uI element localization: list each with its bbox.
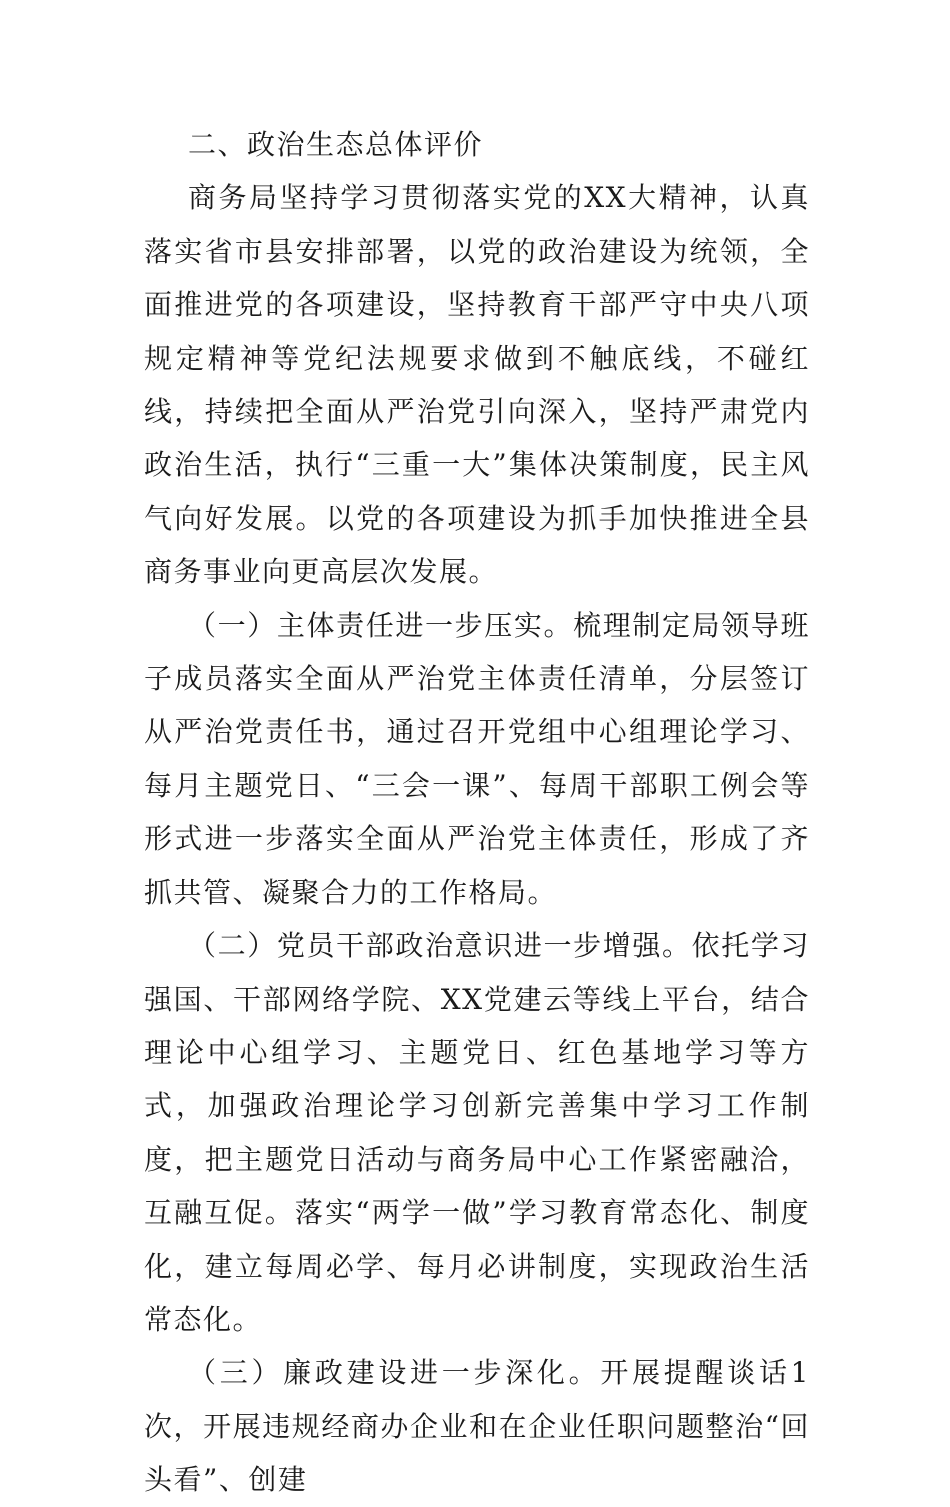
paragraph-responsibility: （一）主体责任进一步压实。梳理制定局领导班子成员落实全面从严治党主体责任清单，分层签订从严治党责任书，通过召开党组中心组理论学习、每月主题党日、“三会一课”、每周干部职工例会等形式进一步落实全面从严治党主体责任，形成了齐抓共管、凝聚合力的工作格局。 [144,608,810,909]
document-body [144,118,810,1507]
paragraph-overview: 商务局坚持学习贯彻落实党的XX大精神，认真落实省市县安排部署，以党的政治建设为统领，全面推进党的各项建设，坚持教育干部严守中央八项规定精神等党纪法规要求做到不触底线，不碰红线，持续把全面从严治党引向深入，坚持严肃党内政治生活，执行“三重一大”集体决策制度，民主风气向好发展。以党的各项建设为抓手加快推进全县商务事业向更高层次发展。 [144,181,810,589]
paragraph-clean-governance: （三）廉政建设进一步深化。开展提醒谈话1次，开展违规经商办企业和在企业任职问题整治“回头看”、创建 [144,1356,810,1497]
section-heading: 二、政治生态总体评价 [188,128,484,161]
paragraph-political-awareness: （二）党员干部政治意识进一步增强。依托学习强国、干部网络学院、XX党建云等线上平台，结合理论中心组学习、主题党日、红色基地学习等方式，加强政治理论学习创新完善集中学习工作制度，把主题党日活动与商务局中心工作紧密融洽，互融互促。落实“两学一做”学习教育常态化、制度化，建立每周必学、每月必讲制度，实现政治生活常态化。 [144,929,810,1336]
